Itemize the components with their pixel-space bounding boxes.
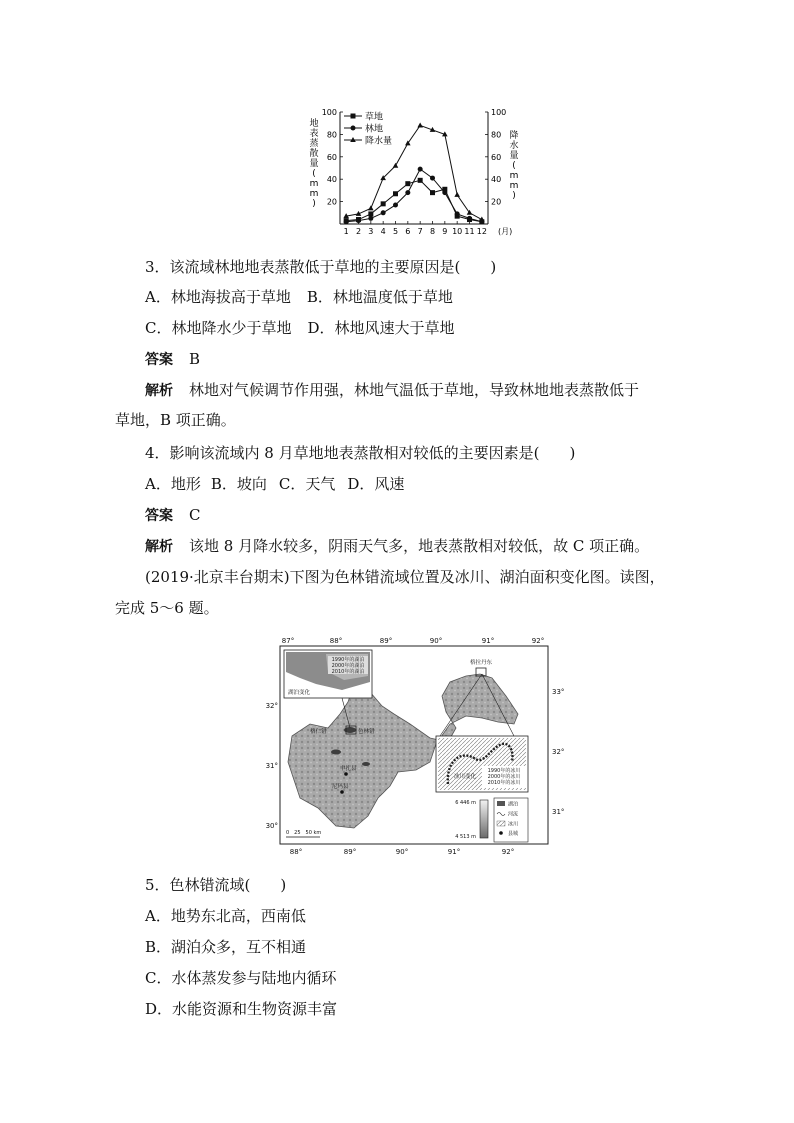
evaporation-precipitation-chart (300, 104, 525, 240)
x-unit-label: (月) (498, 227, 513, 236)
q4-stem: 4．影响该流域内 8 月草地地表蒸散相对较低的主要因素是( ) (145, 444, 576, 462)
axis-label-char: ) (512, 191, 516, 201)
selincuo-basin-map (265, 632, 570, 862)
x-tick-label: 5 (392, 227, 399, 236)
legend-county: 县城 (508, 831, 519, 837)
lake (362, 762, 370, 766)
left-tick-label: 40 (326, 175, 337, 185)
axis-label-char: 水 (509, 141, 519, 151)
q4-option-d[interactable]: D．风速 (347, 475, 405, 493)
county-dot (340, 790, 344, 794)
q3-option-b[interactable]: B．林地温度低于草地 (306, 288, 453, 306)
legend-label-1: 林地 (365, 124, 384, 135)
lat-label-right: 33° (552, 688, 565, 696)
q4-option-a[interactable]: A．地形 (145, 475, 201, 493)
place-geladandong: 格拉丹东 (470, 660, 493, 666)
q3-option-d[interactable]: D．林地风速大于草地 (307, 319, 455, 337)
series-line-1 (346, 169, 482, 222)
x-tick-label: 6 (405, 227, 411, 236)
lake (331, 750, 341, 755)
point-0 (405, 181, 410, 186)
point-1 (393, 202, 398, 207)
place-selincuo: 色林错 (358, 729, 375, 735)
answer-value: C (189, 506, 201, 524)
point-1 (430, 176, 435, 181)
x-tick-label: 1 (343, 227, 349, 236)
axis-label-char: m (509, 181, 519, 191)
legend-marker-0 (351, 114, 356, 119)
elev-low: 4 513 m (455, 834, 476, 840)
axis-label-char: m (309, 179, 319, 189)
scale-label: 0 25 50 km (286, 830, 322, 836)
place-shenzha: 申扎县 (340, 766, 357, 772)
x-tick-label: 11 (464, 227, 475, 236)
point-0 (381, 201, 386, 206)
lake-legend-2010: 2010年的湖泊 (331, 669, 365, 675)
axis-label-char: 表 (309, 129, 319, 139)
axis-label-char: m (309, 189, 319, 199)
lon-label-bottom: 90° (395, 848, 409, 856)
legend-glacier: 冰川 (508, 821, 519, 828)
lon-label-bottom: 88° (289, 848, 303, 856)
lat-label-right: 31° (552, 808, 565, 816)
q5-option-a[interactable]: A．地势东北高，西南低 (145, 907, 306, 925)
elevation-bar (480, 800, 488, 838)
x-tick-label: 8 (429, 227, 436, 236)
q4-analysis (145, 536, 649, 557)
axis-label-char: 量 (509, 151, 519, 161)
lon-label-bottom: 91° (447, 848, 461, 856)
point-1 (442, 190, 447, 195)
q5-option-c[interactable]: C．水体蒸发参与陆地内循环 (145, 969, 337, 987)
lake-legend-2000: 2000年的湖泊 (331, 663, 365, 669)
q5-option-b[interactable]: B．湖泊众多，互不相通 (145, 938, 307, 956)
analysis-text: 林地对气候调节作用强，林地气温低于草地，导致林地地表蒸散低于 (189, 381, 640, 399)
chart-axes (309, 108, 518, 236)
analysis-label: 解析 (145, 539, 173, 555)
q5-option-d[interactable]: D．水能资源和生物资源丰富 (145, 1000, 338, 1018)
legend-river: 河流 (508, 811, 519, 818)
lat-label-left: 32° (265, 702, 278, 710)
q3-options-cd (145, 318, 455, 338)
x-tick-label: 2 (355, 227, 362, 236)
point-0 (430, 190, 435, 195)
glacier-legend-2010: 2010年的冰川 (487, 780, 521, 786)
q3-option-c[interactable]: C．林地降水少于草地 (145, 319, 292, 337)
right-tick-label: 80 (491, 130, 502, 140)
q3-answer (145, 349, 200, 370)
x-tick-label: 9 (442, 227, 448, 236)
point-1 (344, 219, 349, 224)
point-1 (368, 216, 373, 221)
glacier-legend-1990: 1990年的冰川 (487, 768, 521, 774)
q3-stem: 3．该流域林地地表蒸散低于草地的主要原因是( ) (145, 258, 497, 276)
lon-label-top: 91° (481, 637, 495, 645)
point-1 (467, 216, 472, 221)
point-0 (418, 178, 423, 183)
lon-label-bottom: 92° (501, 848, 515, 856)
glacier-inset-title: 冰川变化 (454, 774, 477, 780)
axis-label-char: 降 (509, 131, 519, 141)
x-tick-label: 4 (380, 227, 386, 236)
point-1 (405, 190, 410, 195)
point-2 (417, 122, 423, 127)
point-1 (418, 167, 423, 172)
axis-label-char: 蒸 (309, 139, 319, 149)
point-2 (393, 163, 399, 168)
point-1 (381, 210, 386, 215)
left-tick-label: 80 (326, 130, 337, 140)
q3-option-a[interactable]: A．林地海拔高于草地 (145, 288, 291, 306)
lake-inset-title: 湖泊变化 (288, 690, 311, 696)
place-gerencuo: 格仁错 (310, 729, 327, 735)
lake-legend-1990: 1990年的湖泊 (331, 657, 365, 663)
analysis-text: 该地 8 月降水较多，阴雨天气多，地表蒸散相对较低，故 C 项正确。 (189, 537, 650, 555)
q5-stem: 5．色林错流域( ) (145, 876, 287, 894)
glacier-change-inset (436, 736, 528, 792)
point-1 (455, 211, 460, 216)
lon-label-top: 92° (531, 637, 545, 645)
q3-options-ab (145, 287, 453, 307)
place-nima: 尼玛县 (332, 784, 349, 790)
x-tick-label: 10 (452, 227, 463, 236)
q4-option-b[interactable]: B．坡向 (210, 475, 267, 493)
x-tick-label: 7 (417, 227, 423, 236)
answer-label: 答案 (145, 508, 173, 524)
lon-label-top: 87° (281, 637, 295, 645)
point-2 (368, 205, 374, 210)
q4-options (145, 474, 404, 494)
intro-line-2: 完成 5～6 题。 (115, 599, 219, 617)
q3-analysis (145, 380, 639, 401)
axis-label-char: ( (512, 161, 516, 171)
point-0 (368, 211, 373, 216)
answer-value: B (189, 350, 201, 368)
point-1 (356, 218, 361, 223)
legend-label-0: 草地 (365, 112, 384, 123)
lat-label-left: 30° (265, 822, 278, 830)
x-tick-label: 3 (368, 227, 374, 236)
q4-option-c[interactable]: C．天气 (278, 475, 336, 493)
point-0 (393, 191, 398, 196)
axis-label-char: ( (312, 169, 316, 179)
left-axis-label (309, 117, 318, 209)
legend-marker-1 (351, 126, 356, 131)
legend-lake: 湖泊 (508, 801, 519, 808)
answer-label: 答案 (145, 352, 173, 368)
lon-label-top: 90° (429, 637, 443, 645)
lat-label-left: 31° (265, 762, 278, 770)
lon-label-top: 88° (329, 637, 343, 645)
axis-label-char: 散 (309, 149, 319, 159)
right-tick-label: 40 (491, 175, 502, 185)
right-tick-label: 20 (491, 197, 502, 207)
q4-answer (145, 505, 200, 526)
right-tick-label: 60 (491, 152, 502, 162)
x-tick-label: 12 (476, 227, 487, 236)
analysis-label: 解析 (145, 383, 173, 399)
left-tick-label: 100 (321, 108, 337, 117)
elev-high: 6 446 m (455, 800, 476, 806)
axis-label-char: 地 (309, 119, 319, 129)
right-axis-label (509, 129, 518, 201)
right-tick-label: 100 (491, 108, 507, 117)
legend-label-2: 降水量 (365, 136, 393, 147)
axis-label-char: 量 (309, 159, 319, 169)
axis-label-char: ) (312, 199, 316, 209)
left-tick-label: 60 (326, 152, 337, 162)
point-2 (454, 192, 460, 197)
map-legend (494, 798, 528, 842)
glacier-legend-2000: 2000年的冰川 (487, 774, 521, 780)
lon-label-top: 89° (379, 637, 393, 645)
lake-change-inset (284, 650, 372, 698)
county-dot (344, 772, 348, 776)
q3-analysis-cont: 草地，B 项正确。 (115, 411, 236, 429)
axis-label-char: m (509, 171, 519, 181)
intro-line-1: (2019·北京丰台期末)下图为色林错流域位置及冰川、湖泊面积变化图。读图， (145, 568, 665, 586)
map-svg (265, 632, 570, 862)
lon-label-bottom: 89° (343, 848, 357, 856)
lat-label-right: 32° (552, 748, 565, 756)
chart-svg (300, 104, 525, 240)
left-tick-label: 20 (326, 197, 337, 207)
chart-legend (344, 111, 392, 147)
